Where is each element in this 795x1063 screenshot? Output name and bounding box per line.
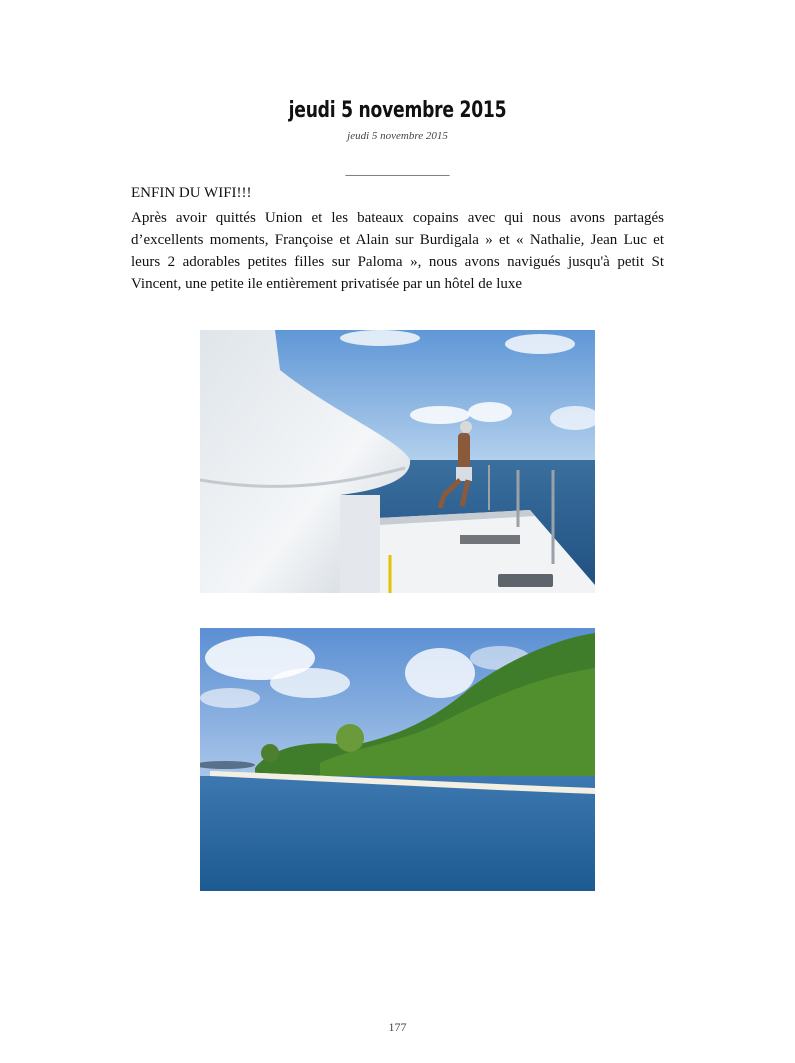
island-beach-photo [200,628,595,891]
separator-line: ________________ [345,162,450,177]
post-heading: ENFIN DU WIFI!!! [131,185,252,201]
page-title: jeudi 5 novembre 2015 [288,98,507,123]
catamaran-deck-photo [200,330,595,593]
page-number: 177 [388,1020,407,1034]
date-line: jeudi 5 novembre 2015 [347,130,448,142]
post-body: Après avoir quittés Union et les bateaux copains avec qui nous avons partagés d’excellents moments, Françoise et Alain sur Burdigala » et « Nathalie, Jean Luc et leurs 2 adorables petites filles sur Paloma », nous avons navigués jusqu'à petit St Vincent, une petite ile entièrement privatisée par un hôtel de luxe [131,210,664,292]
